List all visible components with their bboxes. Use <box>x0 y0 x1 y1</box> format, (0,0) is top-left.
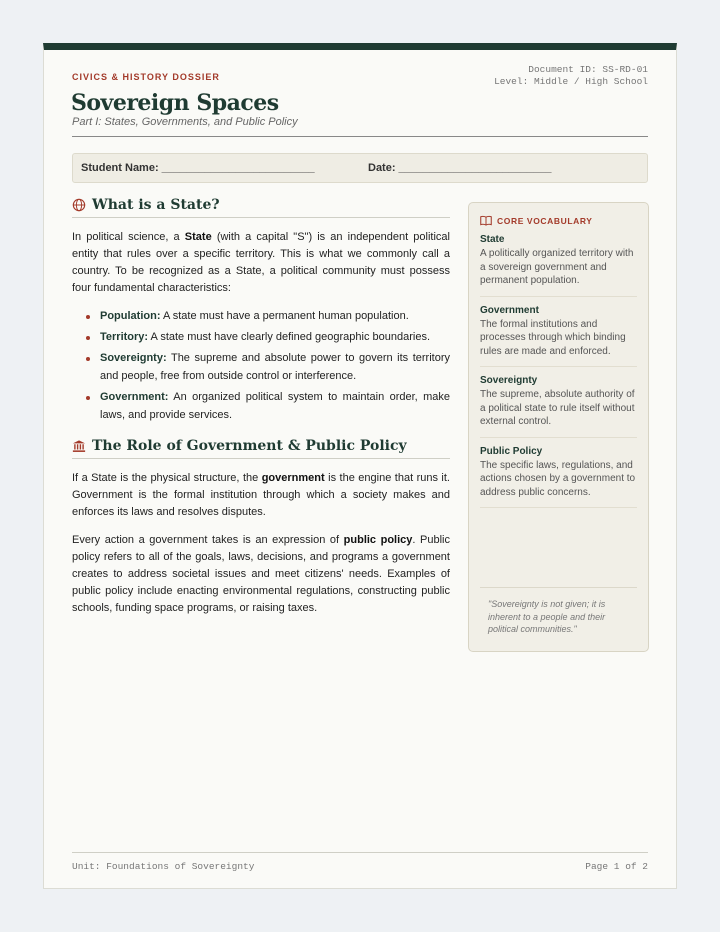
document-id: Document ID: SS-RD-01 <box>528 64 648 75</box>
list-item <box>86 328 450 346</box>
bold-term: public policy <box>343 534 413 546</box>
section-heading-text: The Role of Government & Public Policy <box>92 438 407 454</box>
list-item-term: Sovereignty: <box>100 352 167 364</box>
vocab-term <box>480 226 637 297</box>
vocab-term-name: Government <box>480 304 539 316</box>
date-field[interactable]: Date: _________________________ <box>368 162 552 174</box>
student-info-bar <box>72 153 648 183</box>
document-meta <box>494 64 648 88</box>
sovereignty-quote: "Sovereignty is not given; it is inherent to a people and their political communities." <box>480 587 637 636</box>
vocab-term-definition: The specific laws, regulations, and actions chosen by a government to address public concerns. <box>480 459 636 498</box>
list-item-text: An organized political system to maintain order, make laws, and provide services. <box>100 391 450 421</box>
student-name-field[interactable]: Student Name: _________________________ <box>81 162 315 174</box>
bank-icon <box>72 439 86 453</box>
document-level: Level: Middle / High School <box>494 76 648 87</box>
text-run: In political science, a <box>72 231 185 243</box>
state-definition-paragraph <box>72 229 450 297</box>
public-policy-paragraph <box>72 532 450 617</box>
document-page <box>43 43 677 889</box>
book-icon <box>480 215 492 226</box>
globe-icon <box>72 198 86 212</box>
footer-unit: Unit: Foundations of Sovereignty <box>72 861 255 872</box>
vocab-term-definition: A politically organized territory with a sovereign government and permanent population. <box>480 248 634 286</box>
bold-term: government <box>261 472 325 484</box>
header-divider <box>72 136 648 137</box>
list-item <box>86 307 450 325</box>
vocab-term-definition: The formal institutions and processes through which binding rules are made and enforced. <box>480 318 626 357</box>
vocab-term-name: Public Policy <box>480 445 543 457</box>
bold-term: State <box>184 231 212 243</box>
vocab-term <box>480 297 637 368</box>
list-item-term: Territory: <box>100 331 149 343</box>
list-item-term: Government: <box>100 391 169 403</box>
text-run: (with a capital "S") is an independent political entity that rules over a specific territory. This is what we commonly call a country. To be recognized as a State, a political community must possess four fundamental characteristics: <box>72 231 450 294</box>
list-item-text: A state must have a permanent human population. <box>160 310 409 322</box>
list-item-term: Population: <box>100 310 161 322</box>
footer-page-number: Page 1 of 2 <box>585 861 648 872</box>
text-run: . Public policy refers to all of the goals, laws, decisions, and programs a government creates to address societal issues and meet citizens' needs. Examples of public policy include enacting environmental regulations, constructing public schools, funding space programs, or raising taxes. <box>72 534 450 614</box>
text-run: is the engine that runs it. Government is the formal institution through which a society makes and enforces its laws and resolves disputes. <box>72 472 450 518</box>
vocab-term-name: Sovereignty <box>480 375 538 386</box>
vocab-term <box>480 367 637 438</box>
section-heading-text: What is a State? <box>92 197 220 213</box>
page-subtitle: Part I: States, Governments, and Public Policy <box>72 116 298 128</box>
vocabulary-heading-text: CORE VOCABULARY <box>497 215 593 226</box>
vocab-term <box>480 438 637 509</box>
vocabulary-sidebar <box>468 202 649 652</box>
text-run: Every action a government takes is an expression of <box>72 534 344 546</box>
list-item-text: A state must have clearly defined geographic boundaries. <box>148 331 430 343</box>
vocab-term-name: State <box>480 234 505 245</box>
government-paragraph <box>72 470 450 521</box>
state-characteristics-list <box>72 307 450 424</box>
list-item <box>86 388 450 424</box>
list-item <box>86 349 450 385</box>
footer-divider <box>72 852 648 853</box>
main-content <box>72 197 450 617</box>
section-what-is-a-state-heading <box>72 197 450 218</box>
text-run: If a State is the physical structure, the <box>72 472 262 484</box>
vocab-term-definition: The supreme, absolute authority of a political state to rule itself without external control. <box>480 389 635 427</box>
vocabulary-heading <box>480 215 637 226</box>
kicker: CIVICS & HISTORY DOSSIER <box>72 72 220 82</box>
section-government-heading <box>72 438 450 459</box>
list-item-text: The supreme and absolute power to govern its territory and people, free from outside control or interference. <box>100 352 450 382</box>
page-title: Sovereign Spaces <box>71 90 279 116</box>
